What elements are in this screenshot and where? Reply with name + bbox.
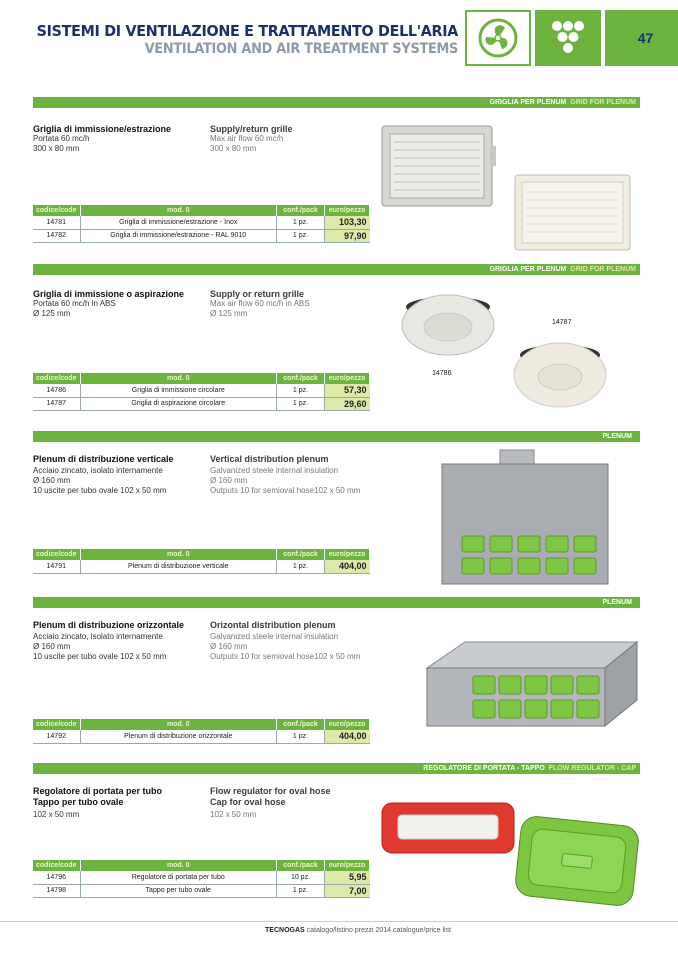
- table-cell: 14796: [33, 871, 80, 884]
- col-code: codice/code: [33, 719, 80, 730]
- table-cell: 1 pz.: [277, 384, 325, 397]
- table-cell: 5,95: [325, 871, 370, 884]
- table-row: [33, 560, 370, 573]
- price-table: [33, 549, 370, 574]
- band-label: GRIGLIA PER PLENUM: [489, 99, 567, 106]
- section-band-grid-1: [33, 97, 640, 108]
- table-cell: Plenum di distribuzione orizzontale: [80, 730, 277, 743]
- product-title-en: Orizontal distribution plenum: [210, 620, 336, 630]
- band-label: FLOW REGULATOR - CAP: [548, 765, 636, 772]
- price-table: [33, 860, 370, 898]
- page-header: [0, 24, 458, 56]
- col-code: codice/code: [33, 549, 80, 560]
- col-model: mod. 0: [80, 719, 277, 730]
- grille-image: [380, 120, 642, 255]
- image-label: 14786: [432, 370, 452, 377]
- product-desc-it: Acciaio zincato, isolato internamente Ø 160 mm 10 uscite per tubo ovale 102 x 50 mm: [33, 632, 167, 661]
- table-cell: 1 pz.: [277, 216, 325, 229]
- price-table: [33, 373, 370, 411]
- dots-triangle-icon: [535, 10, 601, 66]
- footer-divider: [0, 921, 678, 922]
- table-cell: 14782: [33, 229, 80, 242]
- col-model: mod. 0: [80, 373, 277, 384]
- table-cell: 1 pz.: [277, 730, 325, 743]
- table-row: [33, 871, 370, 884]
- header-title-it: SISTEMI DI VENTILAZIONE E TRATTAMENTO DELL'ARIA: [36, 22, 458, 40]
- page-number: 47: [605, 10, 678, 66]
- table-cell: 97,90: [325, 229, 370, 242]
- col-pack: conf./pack: [277, 373, 325, 384]
- footer-text: catalogo/listino prezzi 2014 catalogue/price list: [304, 927, 451, 934]
- col-model: mod. 0: [80, 205, 277, 216]
- table-row: [33, 730, 370, 743]
- table-cell: Griglia di immissione/estrazione - RAL 9010: [80, 229, 277, 242]
- price-table: [33, 719, 370, 744]
- col-price: euro/pezzo: [325, 719, 370, 730]
- product-desc-en: Galvanized steele internal insulation Ø 160 mm Outputs 10 for semioval hose102 x 50 mm: [210, 632, 361, 661]
- section-band-plenum-1: [33, 431, 640, 442]
- table-cell: 14781: [33, 216, 80, 229]
- col-code: codice/code: [33, 860, 80, 871]
- table-cell: Regolatore di portata per tubo: [80, 871, 277, 884]
- price-table: [33, 205, 370, 243]
- round-grille-image: [400, 285, 610, 420]
- col-code: codice/code: [33, 205, 80, 216]
- product-desc-en: 102 x 50 mm: [210, 810, 257, 819]
- table-row: [33, 397, 370, 410]
- table-cell: Griglia di immissione circolare: [80, 384, 277, 397]
- col-pack: conf./pack: [277, 719, 325, 730]
- table-cell: 57,30: [325, 384, 370, 397]
- table-cell: 7,00: [325, 884, 370, 897]
- col-price: euro/pezzo: [325, 205, 370, 216]
- product-title-it: Plenum di distribuzione orizzontale: [33, 620, 185, 630]
- table-cell: 10 pz.: [277, 871, 325, 884]
- page-footer: [265, 927, 451, 934]
- product-desc-en: Max air flow 60 mc/h in ABS Ø 125 mm: [210, 299, 310, 318]
- regulator-cap-image: [380, 795, 642, 910]
- table-cell: 14791: [33, 560, 80, 573]
- col-price: euro/pezzo: [325, 373, 370, 384]
- table-cell: 1 pz.: [277, 884, 325, 897]
- col-pack: conf./pack: [277, 860, 325, 871]
- col-price: euro/pezzo: [325, 549, 370, 560]
- product-title-en: Supply or return grille: [210, 289, 305, 299]
- col-model: mod. 0: [80, 549, 277, 560]
- col-pack: conf./pack: [277, 205, 325, 216]
- product-desc-it: Portata 60 mc/h 300 x 80 mm: [33, 134, 90, 153]
- product-title-en: Flow regulator for oval hose Cap for oval hose: [210, 786, 331, 807]
- table-cell: Tappo per tubo ovale: [80, 884, 277, 897]
- product-title-en: Vertical distribution plenum: [210, 454, 329, 464]
- col-code: codice/code: [33, 373, 80, 384]
- image-label: 14787: [552, 319, 572, 326]
- table-cell: 1 pz.: [277, 560, 325, 573]
- table-cell: 404,00: [325, 730, 370, 743]
- product-title-it: Griglia di immissione o aspirazione: [33, 289, 185, 299]
- product-desc-it: Portata 60 mc/h in ABS Ø 125 mm: [33, 299, 116, 318]
- table-row: [33, 884, 370, 897]
- table-cell: Griglia di immissione/estrazione - Inox: [80, 216, 277, 229]
- table-cell: 14786: [33, 384, 80, 397]
- vertical-plenum-image: [440, 448, 610, 588]
- table-cell: Plenum di distribuzione verticale: [80, 560, 277, 573]
- band-label: PLENUM: [602, 433, 632, 440]
- header-title-en: VENTILATION AND AIR TREATMENT SYSTEMS: [144, 40, 459, 57]
- product-desc-it: Acciaio zincato, isolato internamente Ø 160 mm 10 uscite per tubo ovale 102 x 50 mm: [33, 466, 167, 495]
- band-label: PLENUM: [602, 599, 632, 606]
- col-price: euro/pezzo: [325, 860, 370, 871]
- table-cell: 14792: [33, 730, 80, 743]
- band-label: GRIGLIA PER PLENUM: [489, 266, 567, 273]
- product-title-it: Plenum di distribuzione verticale: [33, 454, 174, 464]
- table-cell: 14798: [33, 884, 80, 897]
- section-band-grid-2: [33, 264, 640, 275]
- table-row: [33, 229, 370, 242]
- fan-icon: [465, 10, 531, 66]
- horizontal-plenum-image: [425, 638, 640, 730]
- product-title-it: Griglia di immissione/estrazione: [33, 124, 172, 134]
- table-cell: 14787: [33, 397, 80, 410]
- product-title-it: Regolatore di portata per tubo Tappo per tubo ovale: [33, 786, 163, 807]
- section-band-plenum-2: [33, 597, 640, 608]
- table-cell: Griglia di aspirazione circolare: [80, 397, 277, 410]
- table-row: [33, 384, 370, 397]
- product-desc-en: Max air flow 60 mc/h 300 x 80 mm: [210, 134, 284, 153]
- product-title-en: Supply/return grille: [210, 124, 293, 134]
- col-pack: conf./pack: [277, 549, 325, 560]
- table-cell: 29,60: [325, 397, 370, 410]
- band-label: GRID FOR PLENUM: [570, 99, 636, 106]
- product-desc-en: Galvanized steele internal insulation Ø 160 mm Outputs 10 for semioval hose102 x 50 mm: [210, 466, 361, 495]
- table-cell: 1 pz.: [277, 229, 325, 242]
- footer-brand: TECNOGAS: [265, 927, 305, 934]
- product-desc-it: 102 x 50 mm: [33, 810, 80, 819]
- table-cell: 404,00: [325, 560, 370, 573]
- table-cell: 103,30: [325, 216, 370, 229]
- band-label: GRID FOR PLENUM: [570, 266, 636, 273]
- table-row: [33, 216, 370, 229]
- col-model: mod. 0: [80, 860, 277, 871]
- band-label: REGOLATORE DI PORTATA - TAPPO: [423, 765, 545, 772]
- table-cell: 1 pz.: [277, 397, 325, 410]
- section-band-regulator: [33, 763, 640, 774]
